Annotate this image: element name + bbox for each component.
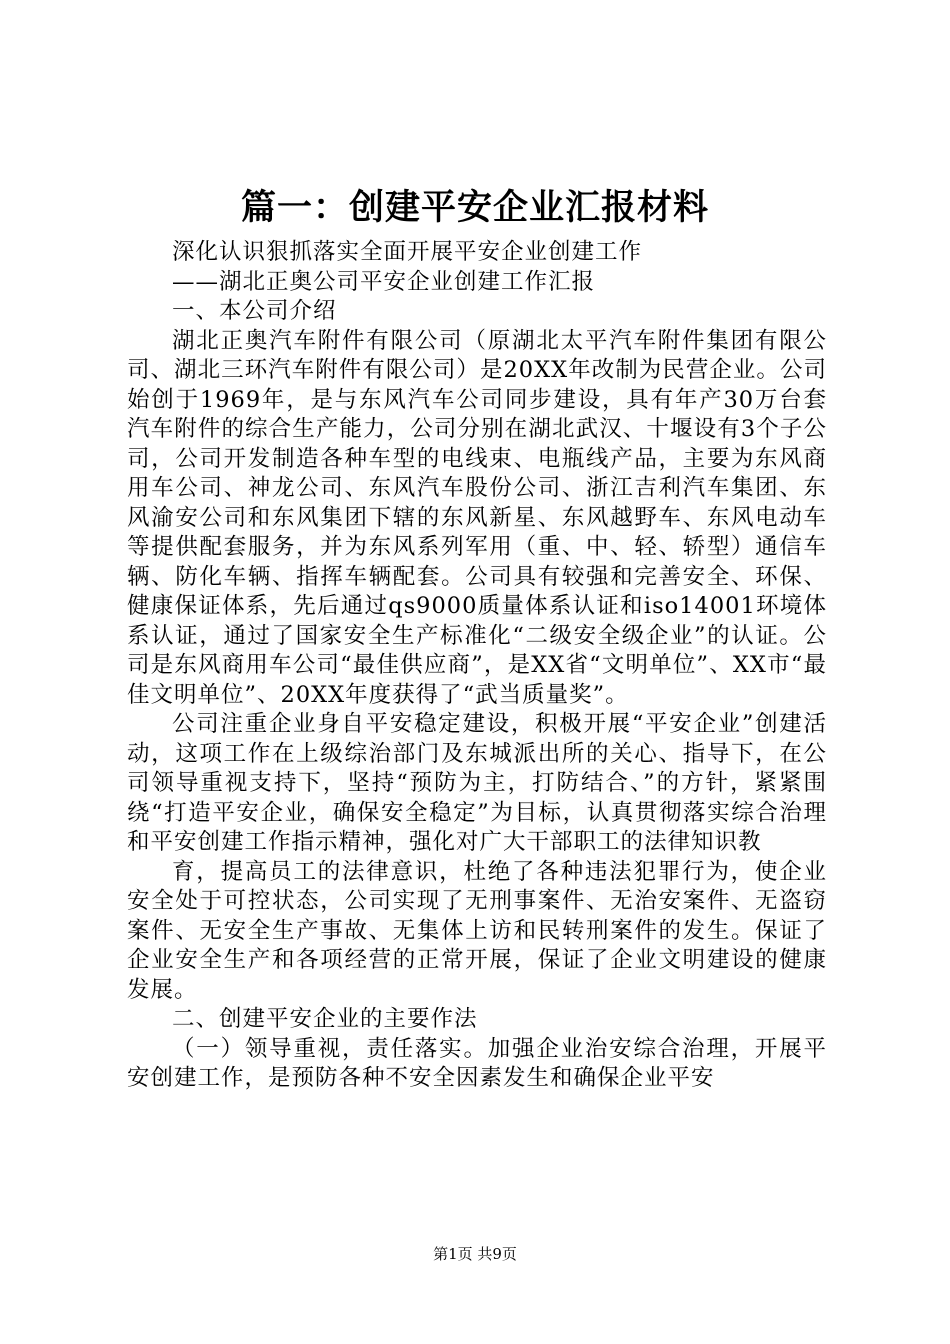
paragraph-leadership: （一）领导重视，责任落实。加强企业治安综合治理，开展平安创建工作，是预防各种不安全因素发生和确保企业平安	[127, 1035, 827, 1091]
subtitle: 深化认识狠抓落实全面开展平安企业创建工作	[172, 239, 643, 265]
section-heading-intro: 一、本公司介绍	[172, 298, 337, 324]
document-title: 篇一：创建平安企业汇报材料	[240, 187, 709, 228]
paragraph-company-intro: 湖北正奥汽车附件有限公司（原湖北太平汽车附件集团有限公司、湖北三环汽车附件有限公司）是20XX年改制为民营企业。公司始创于1969年，是与东风汽车公司同步建设，具有年产30万台套汽车附件的综合生产能力，公司分别在湖北武汉、十堰设有3个子公司，公司开发制造各种车型的电线束、电瓶线产品，主要为东风商用车公司、神龙公司、东风汽车股份公司、浙江吉利汽车集团、东风渝安公司和东风集团下辖的东风新星、东风越野车、东风电动车等提供配套服务，并为东风系列军用（重、中、轻、轿型）通信车辆、防化车辆、指挥车辆配套。公司具有较强和完善安全、环保、健康保证体系，先后通过qs9000质量体系认证和iso14001环境体系认证，通过了国家安全生产标准化“二级安全级企业”的认证。公司是东风商用车公司“最佳供应商”，是XX省“文明单位”、XX市“最佳文明单位”、20XX年度获得了“武当质量奖”。	[127, 327, 827, 708]
paragraph-results: 育，提高员工的法律意识，杜绝了各种违法犯罪行为，使企业安全处于可控状态，公司实现了无刑事案件、无治安案件、无盗窃案件、无安全生产事故、无集体上访和民转刑案件的发生。保证了企业安全生产和各项经营的正常开展，保证了企业文明建设的健康发展。	[127, 858, 827, 1003]
subtitle-secondary: ——湖北正奥公司平安企业创建工作汇报	[172, 268, 596, 295]
paragraph-safety-construction: 公司注重企业身自平安稳定建设，积极开展“平安企业”创建活动，这项工作在上级综治部门及东城派出所的关心、指导下，在公司领导重视支持下，坚持“预防为主，打防结合、”的方针，紧紧围绕“打造平安企业，确保安全稳定”为目标，认真贯彻落实综合治理和平安创建工作指示精神，强化对广大干部职工的法律知识教	[127, 711, 827, 855]
page-number: 第1页 共9页	[433, 1245, 517, 1263]
section-heading-methods: 二、创建平安企业的主要作法	[172, 1006, 478, 1032]
document-body	[127, 238, 827, 1094]
